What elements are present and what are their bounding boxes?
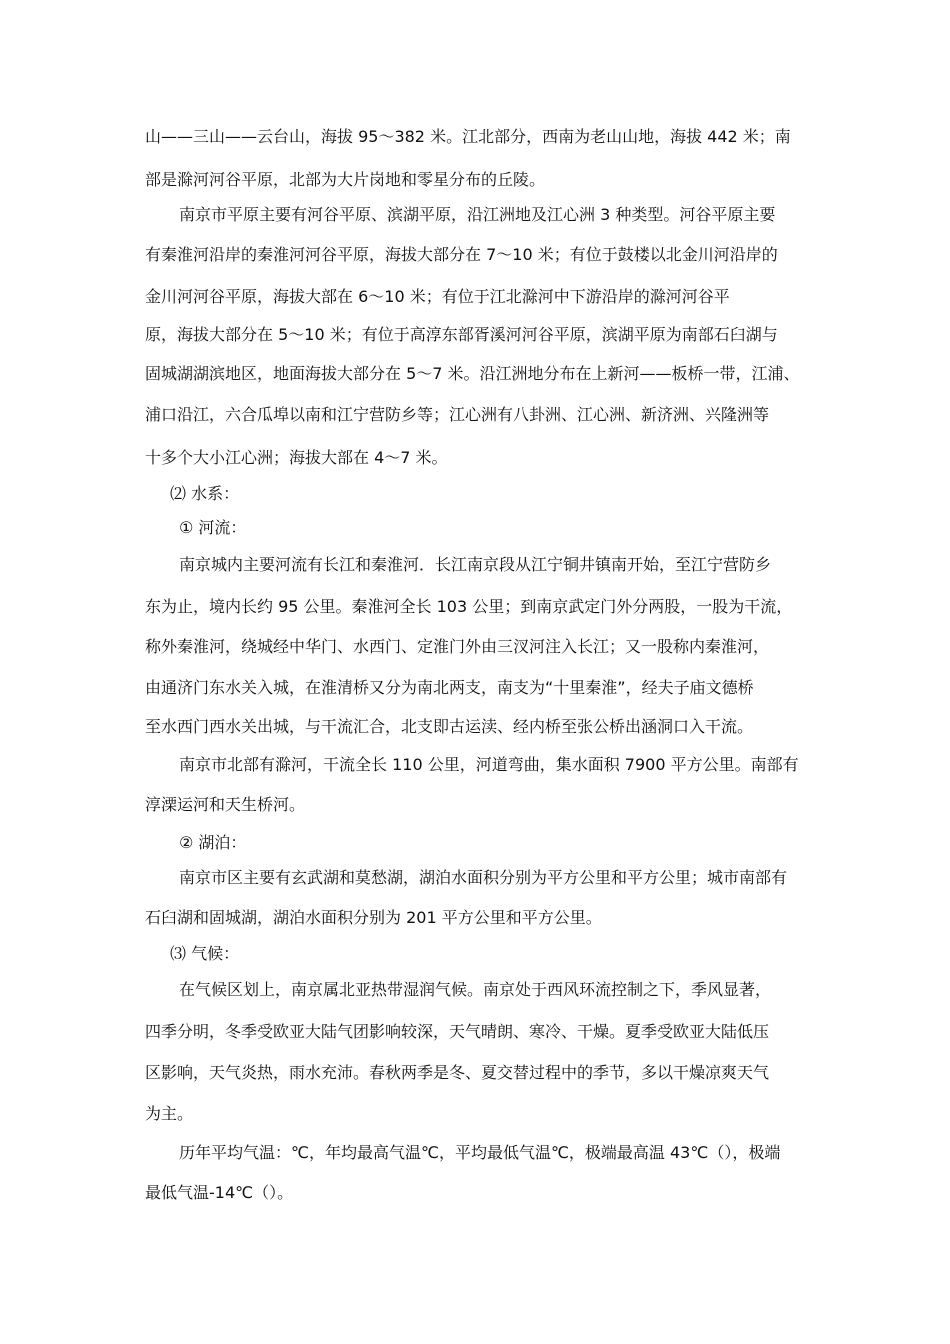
text-line: 由通济门东水关入城，在淮清桥又分为南北两支，南支为“十里秦淮”，经夫子庙文德桥 — [145, 678, 754, 697]
paragraph-start: 南京市区主要有玄武湖和莫愁湖，湖泊水面积分别为平方公里和平方公里；城市南部有 — [179, 868, 788, 887]
subsection-heading-lakes: ② 湖泊： — [179, 833, 247, 852]
text-line: 为主。 — [145, 1104, 194, 1123]
text-line: 金川河河谷平原，海拔大部在 6～10 米；有位于江北滁河中下游沿岸的滁河河谷平 — [145, 287, 730, 306]
text-line: 东为止，境内长约 95 公里。秦淮河全长 103 公里；到南京武定门外分两股，一股为干流， — [145, 597, 793, 616]
text-line: 浦口沿江，六合瓜埠以南和江宁营防乡等；江心洲有八卦洲、江心洲、新济洲、兴隆洲等 — [145, 405, 770, 424]
text-line: 四季分明，冬季受欧亚大陆气团影响较深，天气晴朗、寒冷、干燥。夏季受欧亚大陆低压 — [145, 1022, 770, 1041]
text-line: 固城湖湖滨地区，地面海拔大部分在 5～7 米。沿江洲地分布在上新河——板桥一带，江浦、 — [145, 364, 800, 383]
subsection-heading-rivers: ① 河流： — [179, 518, 247, 537]
paragraph-start: 南京城内主要河流有长江和秦淮河．长江南京段从江宁铜井镇南开始，至江宁营防乡 — [179, 555, 772, 574]
text-line: 十多个大小江心洲；海拔大部在 4～7 米。 — [145, 448, 448, 467]
section-heading-climate: ⑶ 气候： — [170, 944, 240, 963]
text-line: 石臼湖和固城湖，湖泊水面积分别为 201 平方公里和平方公里。 — [145, 908, 602, 927]
text-line: 至水西门西水关出城，与干流汇合，北支即古运渎、经内桥至张公桥出涵洞口入干流。 — [145, 717, 754, 736]
text-line: 称外秦淮河，绕城经中华门、水西门、定淮门外由三汊河注入长江；又一股称内秦淮河， — [145, 637, 770, 656]
text-line: 最低气温-14℃（）。 — [145, 1183, 294, 1202]
paragraph-start: 在气候区划上，南京属北亚热带湿润气候。南京处于西风环流控制之下，季风显著， — [179, 980, 772, 999]
text-line: 区影响，天气炎热，雨水充沛。春秋两季是冬、夏交替过程中的季节，多以干燥凉爽天气 — [145, 1063, 770, 1082]
text-line: 山——三山——云台山，海拔 95～382 米。江北部分，西南为老山山地，海拔 442 米；南 — [145, 127, 791, 146]
text-line: 淳溧运河和天生桥河。 — [145, 795, 306, 814]
paragraph-start: 南京市北部有滁河，干流全长 110 公里，河道弯曲，集水面积 7900 平方公里。南部有 — [179, 755, 799, 774]
paragraph-start: 南京市平原主要有河谷平原、滨湖平原，沿江洲地及江心洲 3 种类型。河谷平原主要 — [179, 205, 776, 224]
section-heading-water-system: ⑵ 水系： — [170, 484, 240, 503]
text-line: 有秦淮河沿岸的秦淮河河谷平原，海拔大部分在 7～10 米；有位于鼓楼以北金川河沿岸的 — [145, 245, 778, 264]
text-line: 原，海拔大部分在 5～10 米；有位于高淳东部胥溪河河谷平原，滨湖平原为南部石臼湖与 — [145, 325, 778, 344]
paragraph-start: 历年平均气温：℃，年均最高气温℃，平均最低气温℃，极端最高温 43℃（），极端 — [179, 1143, 781, 1162]
text-line: 部是滁河河谷平原，北部为大片岗地和零星分布的丘陵。 — [145, 170, 546, 189]
